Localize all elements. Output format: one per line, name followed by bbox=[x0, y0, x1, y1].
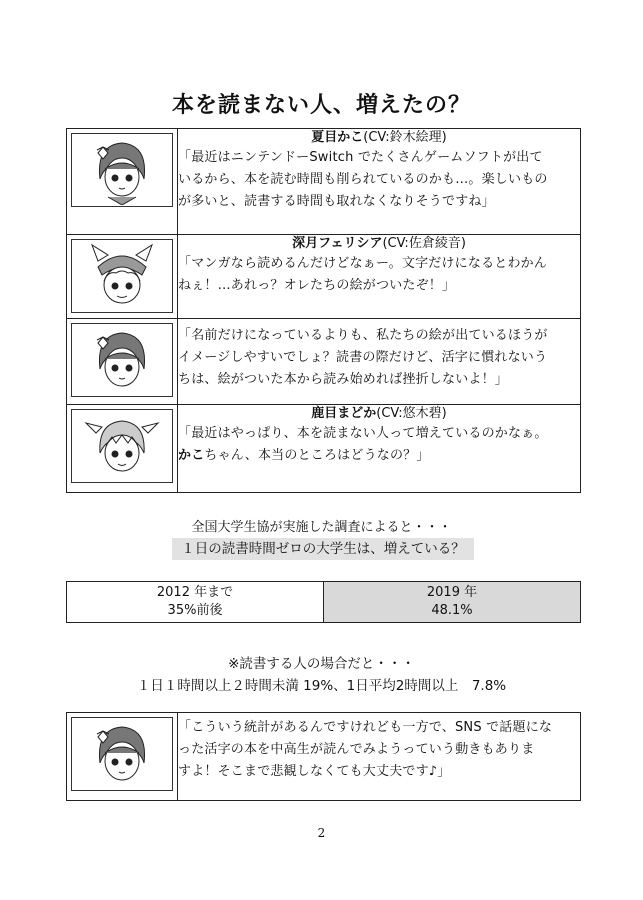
portrait-cell bbox=[67, 319, 178, 405]
speech-line: 「こういう統計があるんですけれども一方で、SNS で話題にな bbox=[178, 720, 553, 735]
speech-line: ねぇ！…あれっ？オレたちの絵がついたぞ！」 bbox=[178, 278, 456, 293]
speech-line: かこちゃん、本当のところはどうなの？」 bbox=[178, 448, 430, 463]
survey-intro: 全国大学生協が実施した調査によると・・・ bbox=[191, 520, 452, 535]
dialogue-table bbox=[66, 128, 581, 493]
stats-left-cell bbox=[67, 582, 324, 623]
speech-line: が多いと、読書する時間も取れなくなりそうですね」 bbox=[178, 194, 495, 209]
speech-line: 「名前だけになっているよりも、私たちの絵が出ているほうが bbox=[178, 328, 548, 343]
note-line-2: １日１時間以上２時間未満 19%、1日平均2時間以上 7.8% bbox=[136, 678, 507, 694]
speaker-label: 深月フェリシア(CV:佐倉綾音) bbox=[292, 236, 466, 251]
speech-cell bbox=[178, 235, 581, 319]
speech-line: いるから、本を読む時間も削られているのかも…。楽しいもの bbox=[178, 172, 548, 187]
kako-portrait bbox=[71, 717, 173, 791]
speech-line: すよ！そこまで悲観しなくても大丈夫です♪」 bbox=[178, 764, 451, 779]
portrait-cell bbox=[67, 713, 178, 801]
portrait-cell bbox=[67, 129, 178, 235]
speech-cell bbox=[178, 405, 581, 493]
speaker-label: 鹿目まどか(CV:悠木碧) bbox=[311, 406, 447, 421]
closing-dialogue-table bbox=[66, 712, 581, 801]
dialogue-row bbox=[67, 129, 581, 235]
note-line-1: ※読書する人の場合だと・・・ bbox=[228, 656, 415, 672]
stats-right-value: 48.1% bbox=[431, 603, 473, 618]
speech-line: イメージしやすいでしょ？読書の際だけど、活字に慣れないう bbox=[178, 350, 548, 365]
stats-left-value: 35%前後 bbox=[167, 603, 223, 618]
speech-cell bbox=[178, 713, 581, 801]
speech-line: 「最近はニンテンドーSwitch でたくさんゲームソフトが出て bbox=[178, 150, 543, 165]
speech-line: った活字の本を中高生が読んでみようっていう動きもありま bbox=[178, 742, 535, 757]
stats-right-year: 2019 年 bbox=[426, 585, 478, 600]
dialogue-row bbox=[67, 713, 581, 801]
kako-portrait bbox=[71, 133, 173, 207]
page-number: 2 bbox=[317, 826, 326, 840]
speech-cell bbox=[178, 319, 581, 405]
dialogue-row bbox=[67, 235, 581, 319]
stats-table bbox=[66, 581, 581, 623]
stats-left-year: 2012 年まで bbox=[156, 585, 234, 600]
stats-right-cell bbox=[324, 582, 581, 623]
speech-line: ちは、絵がついた本から読み始めれば挫折しないよ！」 bbox=[178, 372, 509, 387]
survey-question: １日の読書時間ゼロの大学生は、増えている？ bbox=[172, 538, 474, 560]
portrait-cell bbox=[67, 405, 178, 493]
portrait-cell bbox=[67, 235, 178, 319]
dialogue-row bbox=[67, 319, 581, 405]
speech-line: 「最近はやっぱり、本を読まない人って増えているのかなぁ。 bbox=[178, 426, 548, 441]
speaker-label: 夏目かこ(CV:鈴木絵理) bbox=[311, 130, 447, 145]
emphasized-name: かこ bbox=[178, 448, 205, 463]
speech-line: 「マンガなら読めるんだけどなぁー。文字だけになるとわかん bbox=[178, 256, 548, 271]
speech-cell bbox=[178, 129, 581, 235]
kako-portrait bbox=[71, 323, 173, 397]
madoka-portrait bbox=[71, 409, 173, 483]
dialogue-row bbox=[67, 405, 581, 493]
page-title: 本を読まない人、増えたの？ bbox=[171, 93, 471, 118]
felicia-portrait bbox=[71, 239, 173, 313]
